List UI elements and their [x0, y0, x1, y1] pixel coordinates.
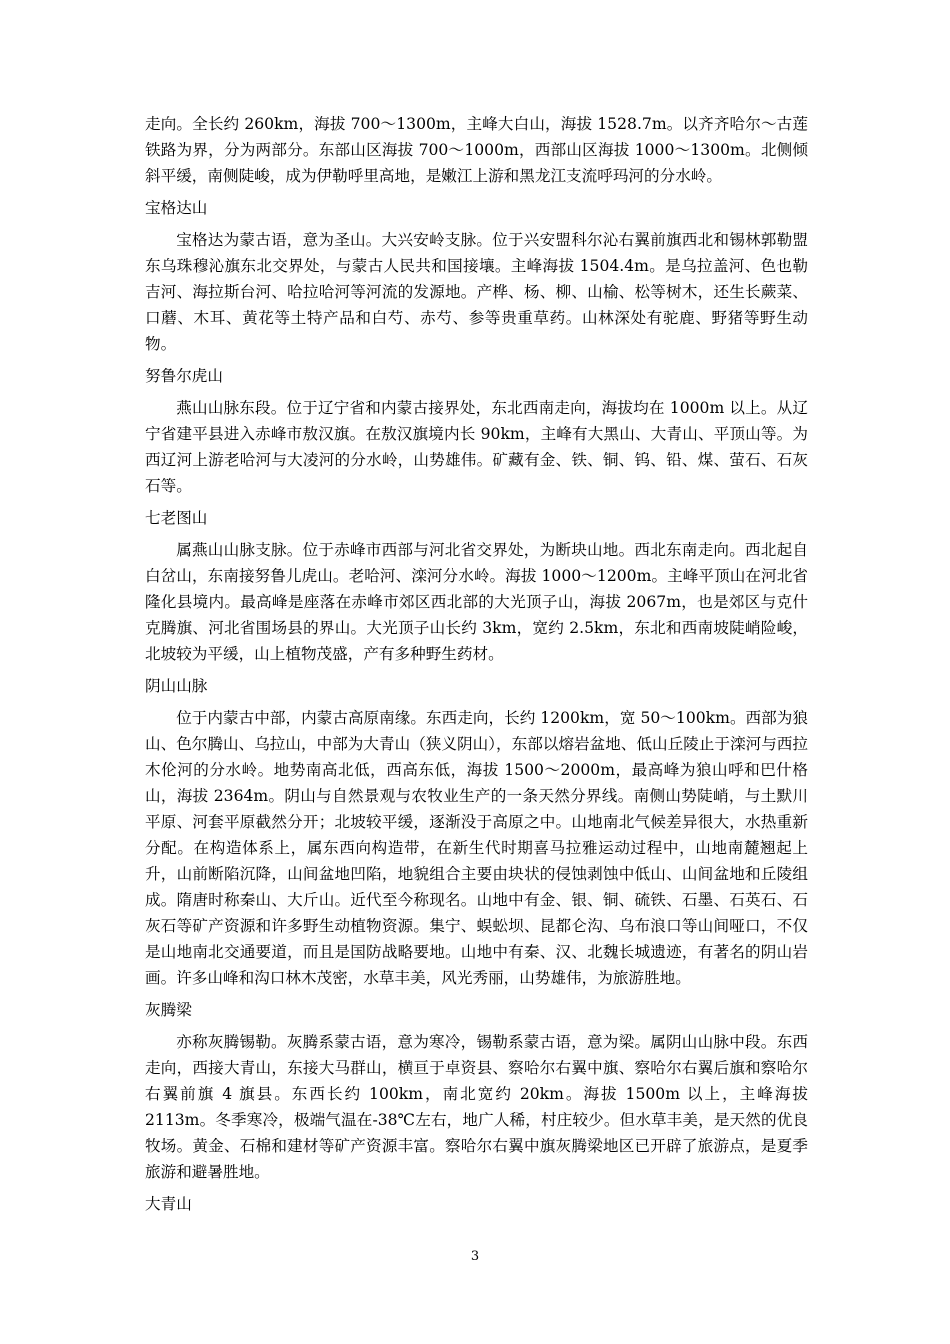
section-heading-daqing-shan: 大青山 — [145, 1195, 192, 1213]
section-heading-qilaotu-shan: 七老图山 — [145, 509, 208, 527]
section-body-baogeda-shan: 宝格达为蒙古语，意为圣山。大兴安岭支脉。位于兴安盟科尔沁右翼前旗西北和锡林郭勒盟东乌珠穆沁旗东北交界处，与蒙古人民共和国接壤。主峰海拔 1504.4m。是乌拉盖河、色也勒吉河、海拉斯台河、哈拉哈河等河流的发源地。产桦、杨、柳、山榆、松等树木，还生长蕨菜、口蘑、木耳、黄花等土特产品和白芍、赤芍、参等贵重草药。山林深处有驼鹿、野猪等野生动物。 — [145, 231, 808, 353]
opening-paragraph: 走向。全长约 260km，海拔 700～1300m，主峰大白山，海拔 1528.7m。以齐齐哈尔～古莲铁路为界，分为两部分。东部山区海拔 700～1000m，西部山区海拔 1000～1300m。北侧倾斜平缓，南侧陡峻，成为伊勒呼里高地，是嫩江上游和黑龙江支流呼玛河的分水岭。 — [145, 115, 808, 185]
page-content — [145, 111, 808, 1223]
section-body-huiteng-liang: 亦称灰腾锡勒。灰腾系蒙古语，意为寒冷，锡勒系蒙古语，意为梁。属阴山山脉中段。东西走向，西接大青山，东接大马群山，横亘于卓资县、察哈尔右翼中旗、察哈尔右翼后旗和察哈尔右翼前旗 4 旗县。东西长约 100km，南北宽约 20km。海拔 1500m 以上，主峰海拔 2113m。冬季寒冷，极端气温在-38℃左右，地广人稀，村庄较少。但水草丰美，是天然的优良牧场。黄金、石棉和建材等矿产资源丰富。察哈尔右翼中旗灰腾梁地区已开辟了旅游点，是夏季旅游和避暑胜地。 — [145, 1033, 808, 1181]
section-heading-nuluerhu-shan: 努鲁尔虎山 — [145, 367, 223, 385]
section-body-nuluerhu-shan: 燕山山脉东段。位于辽宁省和内蒙古接界处，东北西南走向，海拔均在 1000m 以上。从辽宁省建平县进入赤峰市敖汉旗。在敖汉旗境内长 90km，主峰有大黑山、大青山、平顶山等。为西辽河上游老哈河与大凌河的分水岭，山势雄伟。矿藏有金、铁、铜、钨、铅、煤、萤石、石灰石等。 — [145, 399, 808, 495]
section-heading-baogeda-shan: 宝格达山 — [145, 199, 208, 217]
page-number: 3 — [470, 1249, 480, 1264]
section-body-yinshan-shanmai: 位于内蒙古中部，内蒙古高原南缘。东西走向，长约 1200km，宽 50～100km。西部为狼山、色尔腾山、乌拉山，中部为大青山（狭义阴山），东部以熔岩盆地、低山丘陵止于滦河与西拉木伦河的分水岭。地势南高北低，西高东低，海拔 1500～2000m，最高峰为狼山呼和巴什格山，海拔 2364m。阴山与自然景观与农牧业生产的一条天然分界线。南侧山势陡峭，与土默川平原、河套平原截然分开；北坡较平缓，逐渐没于高原之中。山地南北气候差异很大，水热重新分配。在构造体系上，属东西向构造带，在新生代时期喜马拉雅运动过程中，山地南麓翘起上升，山前断陷沉降，山间盆地凹陷，地貌组合主要由块状的侵蚀剥蚀中低山、山间盆地和丘陵组成。隋唐时称秦山、大斤山。近代至今称现名。山地中有金、银、铜、硫铁、石墨、石英石、石灰石等矿产资源和许多野生动植物资源。集宁、蜈蚣坝、昆都仑沟、乌布浪口等山间哑口，不仅是山地南北交通要道，而且是国防战略要地。山地中有秦、汉、北魏长城遗迹，有著名的阴山岩画。许多山峰和沟口林木茂密，水草丰美，风光秀丽，山势雄伟，为旅游胜地。 — [145, 709, 808, 987]
section-heading-huiteng-liang: 灰腾梁 — [145, 1001, 192, 1019]
section-body-qilaotu-shan: 属燕山山脉支脉。位于赤峰市西部与河北省交界处，为断块山地。西北东南走向。西北起自白岔山，东南接努鲁儿虎山。老哈河、滦河分水岭。海拔 1000～1200m。主峰平顶山在河北省隆化县境内。最高峰是座落在赤峰市郊区西北部的大光顶子山，海拔 2067m，也是郊区与克什克腾旗、河北省围场县的界山。大光顶子山长约 3km，宽约 2.5km，东北和西南坡陡峭险峻，北坡较为平缓，山上植物茂盛，产有多种野生药材。 — [145, 541, 808, 663]
section-heading-yinshan-shanmai: 阴山山脉 — [145, 677, 208, 695]
